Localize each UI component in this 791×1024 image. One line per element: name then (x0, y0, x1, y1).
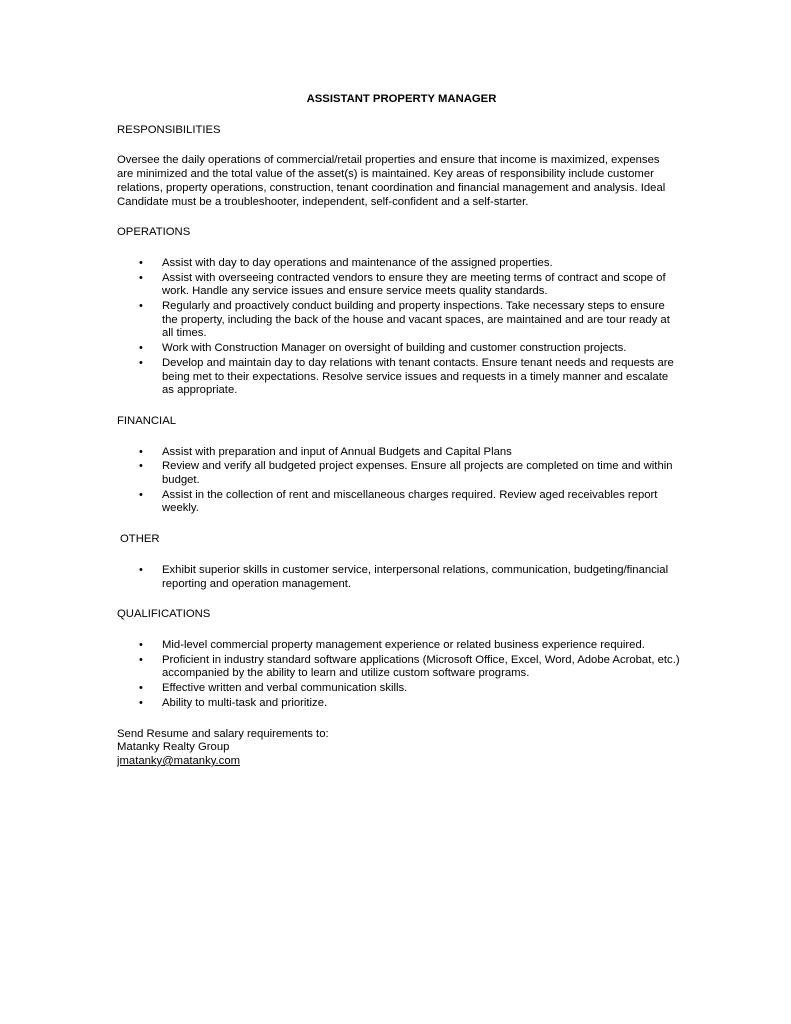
list-item-text: Work with Construction Manager on oversight of building and customer construction projects. (162, 342, 627, 355)
responsibilities-paragraph: Oversee the daily operations of commercial/retail properties and ensure that income is maximized, expenses are minimized and the total value of the asset(s) is maintained. Key areas of responsibility include customer relations, property operations, construction, tenant coordination and financial management and analysis. Ideal Candidate must be a troubleshooter, independent, self-confident and a self-starter. (117, 154, 666, 208)
bullet-icon: • (139, 445, 143, 458)
bullet-icon: • (139, 342, 143, 355)
list-item-text: Assist with preparation and input of Annual Budgets and Capital Plans (162, 445, 512, 458)
bullet-icon: • (139, 460, 143, 473)
list-item-text: Exhibit superior skills in customer service, interpersonal relations, communication, budgeting/financial reporting and operation management. (162, 563, 669, 590)
contact-intro: Send Resume and salary requirements to: (117, 727, 329, 740)
list-item-text: Assist in the collection of rent and miscellaneous charges required. Review aged receivables report weekly. (162, 488, 658, 515)
list-item-text: Review and verify all budgeted project expenses. Ensure all projects are completed on time and within budget. (162, 460, 673, 487)
other-heading: OTHER (120, 533, 160, 546)
list-item (117, 682, 682, 696)
other-list (117, 564, 682, 591)
list-item (117, 357, 682, 398)
document-page (117, 93, 682, 769)
list-item-text: Effective written and verbal communication skills. (162, 682, 408, 695)
list-item (117, 654, 682, 681)
list-item-text: Assist with day to day operations and maintenance of the assigned properties. (162, 256, 553, 269)
bullet-icon: • (139, 696, 143, 709)
responsibilities-heading: RESPONSIBILITIES (117, 123, 221, 136)
qualifications-heading: QUALIFICATIONS (117, 608, 211, 621)
contact-email-link[interactable]: jmatanky@matanky.com (117, 754, 241, 767)
operations-list (117, 257, 682, 398)
list-item-text: Ability to multi-task and prioritize. (162, 696, 328, 709)
list-item-text: Proficient in industry standard software applications (Microsoft Office, Excel, Word, Adobe Acrobat, etc.) accompanied by the ability to learn and utilize custom software programs. (162, 653, 680, 680)
bullet-icon: • (139, 682, 143, 695)
bullet-icon: • (139, 356, 143, 369)
qualifications-list (117, 639, 682, 711)
bullet-icon: • (139, 488, 143, 501)
bullet-icon: • (139, 271, 143, 284)
list-item (117, 300, 682, 341)
bullet-icon: • (139, 300, 143, 313)
list-item-text: Mid-level commercial property management experience or related business experience required. (162, 638, 645, 651)
list-item (117, 460, 682, 487)
list-item (117, 564, 682, 591)
list-item-text: Assist with overseeing contracted vendors to ensure they are meeting terms of contract and scope of work. Handle any service issues and ensure service meets quality standards. (162, 271, 666, 298)
financial-list (117, 446, 682, 517)
bullet-icon: • (139, 563, 143, 576)
list-item (117, 489, 682, 516)
contact-company: Matanky Realty Group (117, 741, 230, 754)
list-item (117, 257, 682, 271)
financial-heading: FINANCIAL (117, 414, 177, 427)
document-title: ASSISTANT PROPERTY MANAGER (306, 93, 497, 105)
list-item-text: Develop and maintain day to day relations with tenant contacts. Ensure tenant needs and requests are being met to their expectations. Resolve service issues and requests in a timely manner and escalate as appropriate. (162, 356, 674, 397)
list-item-text: Regularly and proactively conduct building and property inspections. Take necessary steps to ensure the property, including the back of the house and vacant spaces, are maintained and are tour ready at all times. (162, 300, 670, 340)
list-item (117, 446, 682, 460)
list-item (117, 697, 682, 711)
bullet-icon: • (139, 256, 143, 269)
bullet-icon: • (139, 638, 143, 651)
list-item (117, 342, 682, 356)
list-item (117, 639, 682, 653)
list-item (117, 272, 682, 299)
bullet-icon: • (139, 653, 143, 666)
operations-heading: OPERATIONS (117, 226, 191, 239)
